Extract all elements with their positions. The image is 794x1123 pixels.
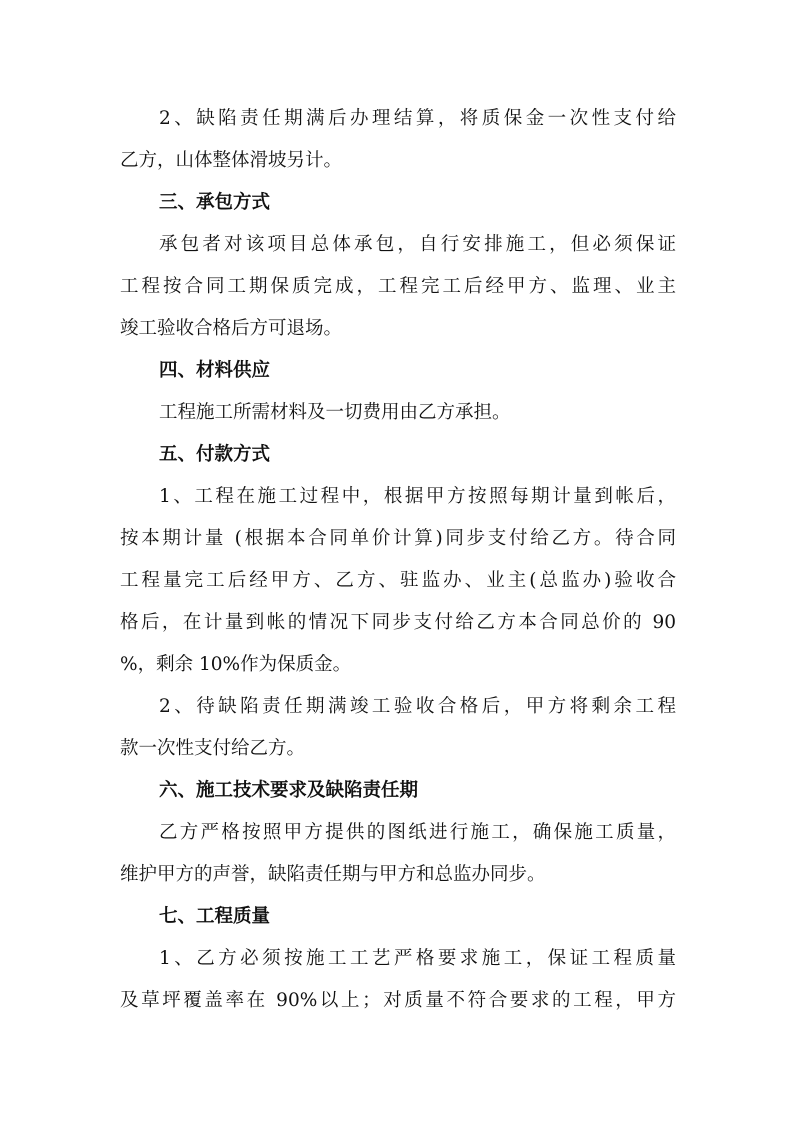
section-heading: 五、付款方式 bbox=[159, 444, 271, 465]
paragraph-line: 工程按合同工期保质完成，工程完工后经甲方、监理、业主 bbox=[120, 276, 676, 297]
paragraph-line: 格后，在计量到帐的情况下同步支付给乙方本合同总价的 90 bbox=[120, 612, 676, 633]
paragraph-line: %，剩余 10%作为保质金。 bbox=[120, 654, 352, 675]
paragraph-line: 工程量完工后经甲方、乙方、驻监办、业主(总监办)验收合 bbox=[120, 570, 676, 591]
paragraph-line: 2、待缺陷责任期满竣工验收合格后，甲方将剩余工程 bbox=[159, 696, 676, 717]
paragraph-line: 2、缺陷责任期满后办理结算，将质保金一次性支付给 bbox=[159, 108, 676, 129]
paragraph-line: 1、乙方必须按施工工艺严格要求施工，保证工程质量 bbox=[159, 948, 676, 969]
section-heading: 六、施工技术要求及缺陷责任期 bbox=[159, 780, 419, 801]
paragraph-line: 乙方，山体整体滑坡另计。 bbox=[120, 150, 343, 171]
section-heading: 四、材料供应 bbox=[159, 360, 271, 381]
paragraph-line: 乙方严格按照甲方提供的图纸进行施工，确保施工质量， bbox=[159, 822, 676, 843]
paragraph-line: 工程施工所需材料及一切费用由乙方承担。 bbox=[159, 402, 511, 423]
paragraph-line: 款一次性支付给乙方。 bbox=[120, 738, 306, 759]
section-heading: 三、承包方式 bbox=[159, 192, 271, 213]
paragraph-line: 按本期计量 (根据本合同单价计算)同步支付给乙方。待合同 bbox=[120, 528, 676, 549]
section-heading: 七、工程质量 bbox=[159, 906, 271, 927]
paragraph-line: 维护甲方的声誉，缺陷责任期与甲方和总监办同步。 bbox=[120, 864, 546, 885]
paragraph-line: 竣工验收合格后方可退场。 bbox=[120, 318, 343, 339]
paragraph-line: 1、工程在施工过程中，根据甲方按照每期计量到帐后， bbox=[159, 486, 676, 507]
paragraph-line: 承包者对该项目总体承包，自行安排施工，但必须保证 bbox=[159, 234, 676, 255]
paragraph-line: 及草坪覆盖率在 90%以上；对质量不符合要求的工程，甲方 bbox=[120, 990, 676, 1011]
